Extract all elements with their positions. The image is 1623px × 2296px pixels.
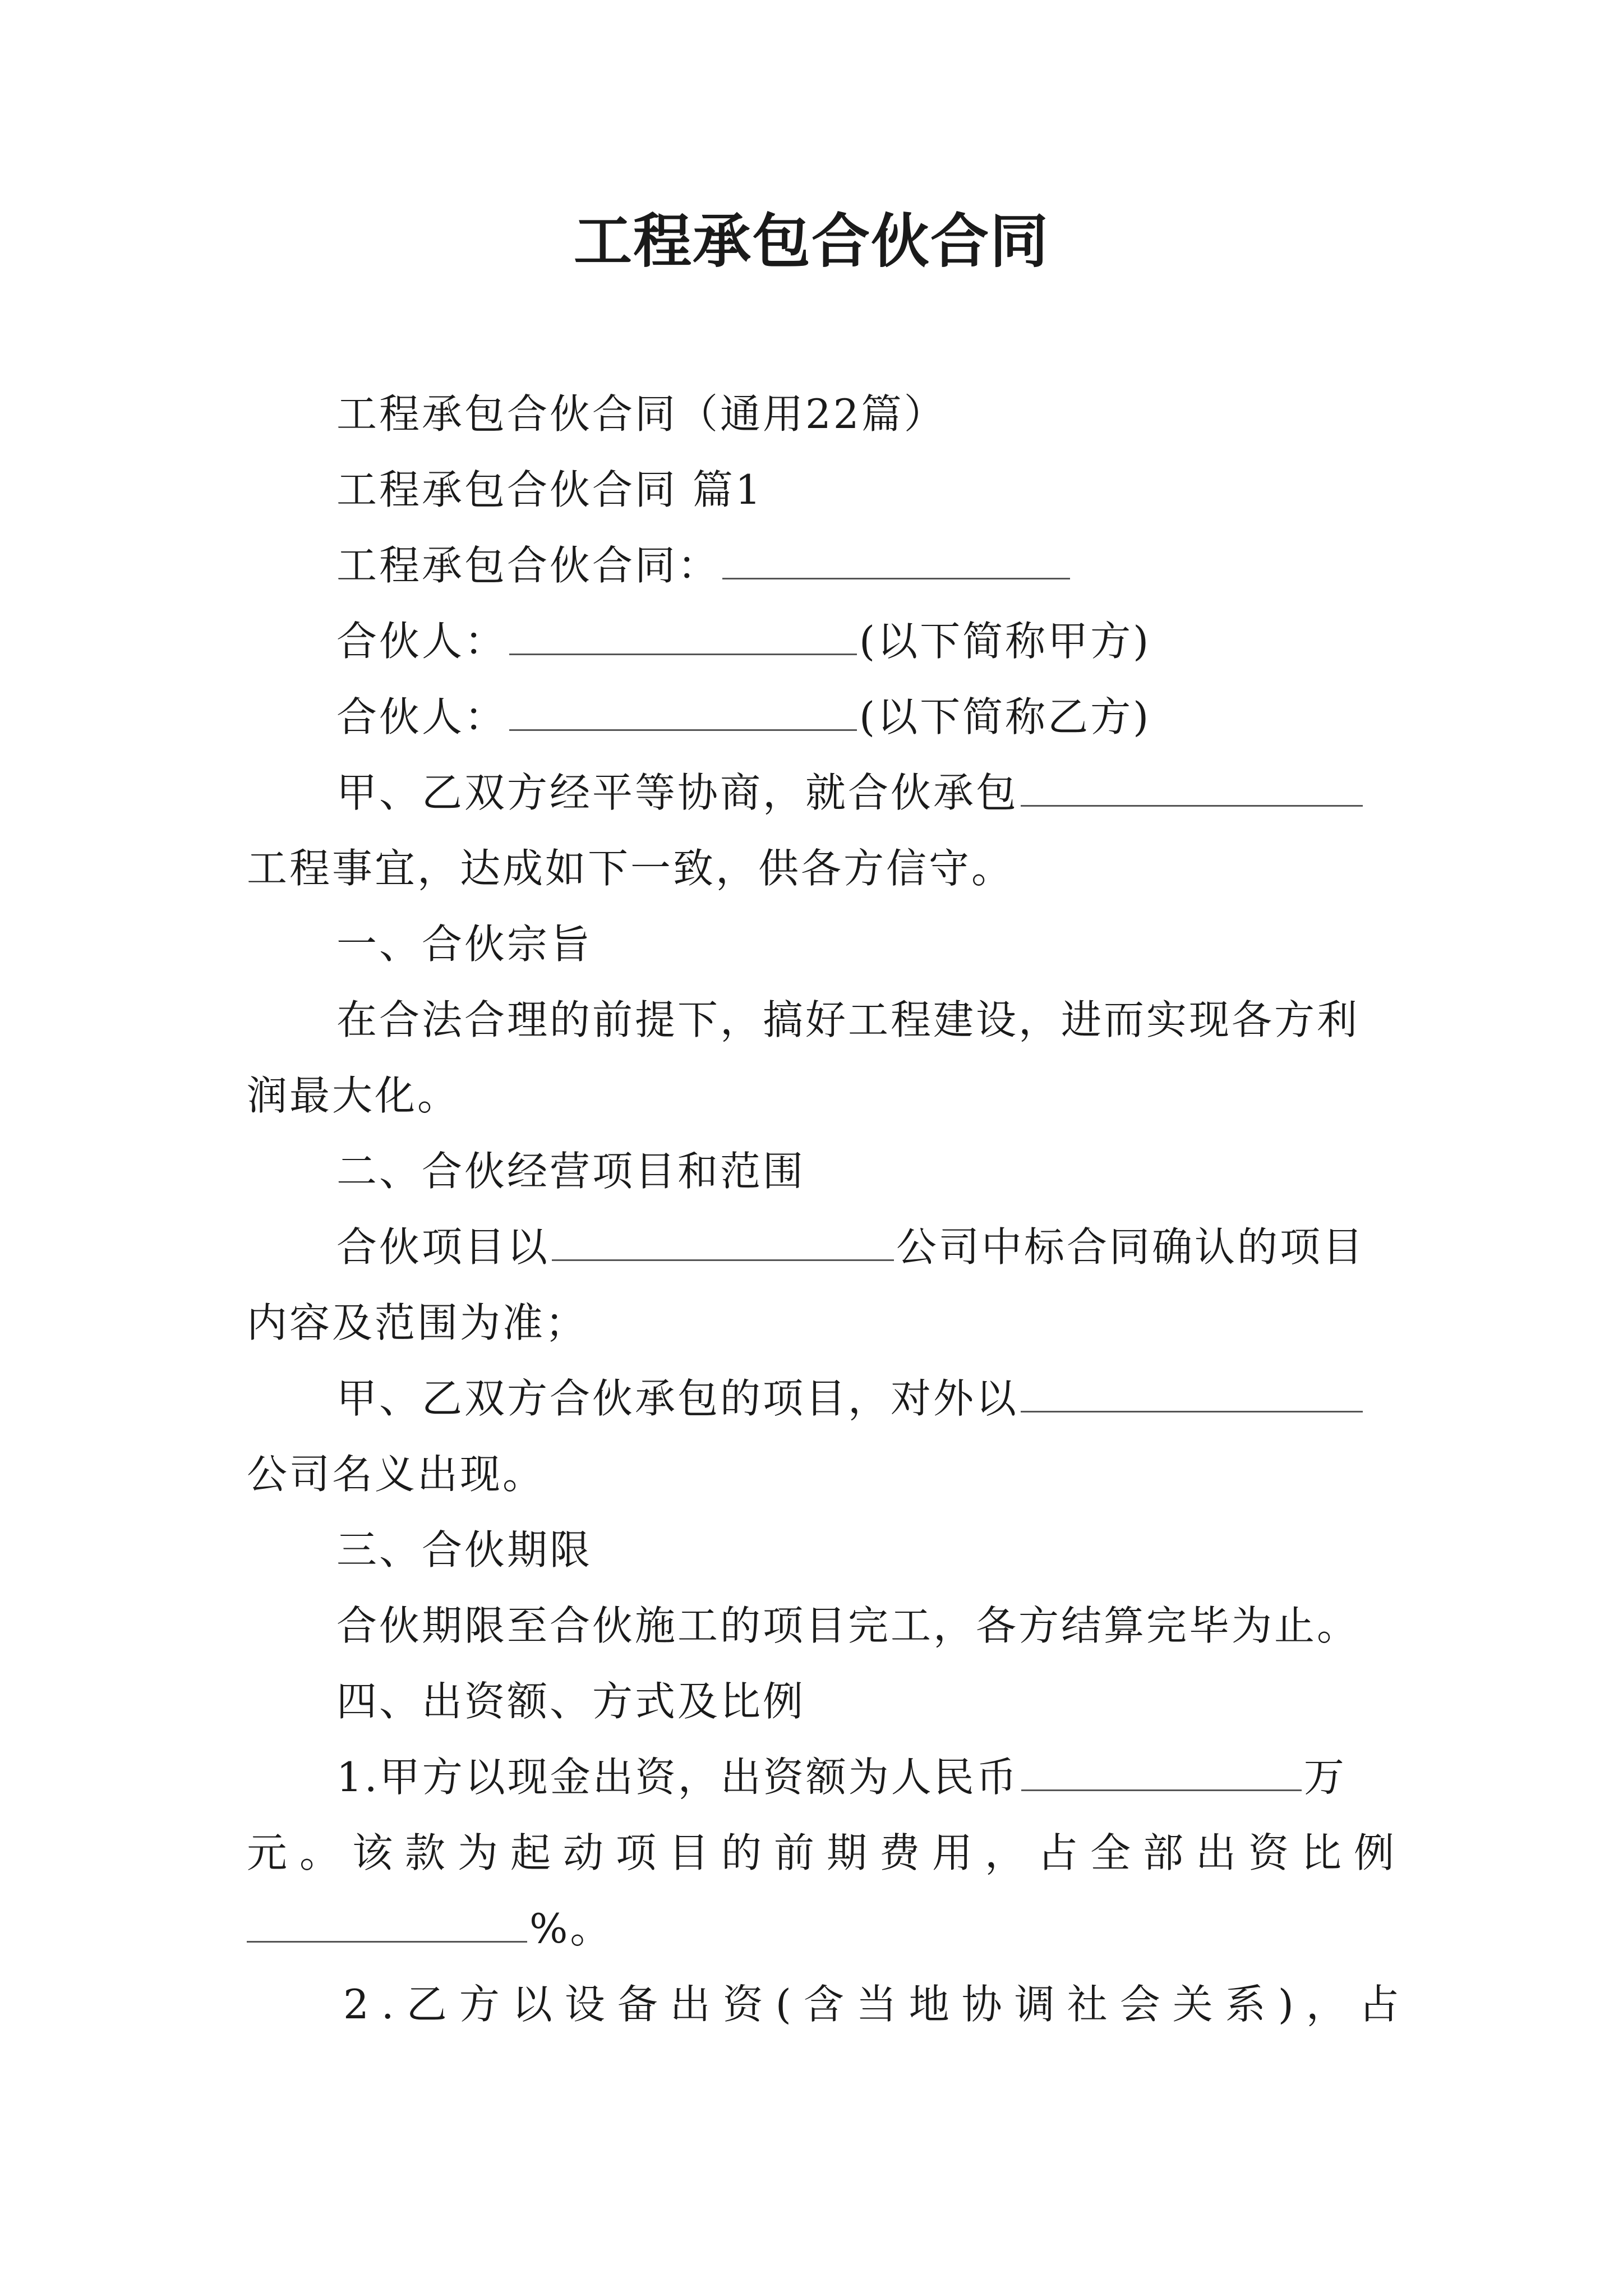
company-blank[interactable] [552, 1220, 894, 1261]
contract-name-line [336, 539, 1072, 592]
contract-name-label: 工程承包合伙合同： [336, 542, 721, 589]
paragraph-text: 合伙项目以 [336, 1223, 550, 1271]
paragraph-line: 合伙期限至合伙施工的项目完工，各方结算完毕为止。 [336, 1602, 1360, 1649]
partner-b-label: 合伙人： [336, 693, 508, 740]
partner-a-line [336, 614, 1151, 668]
partner-a-note: (以下简称甲方) [859, 618, 1151, 665]
amount-blank[interactable] [1021, 1750, 1302, 1791]
partner-a-blank[interactable] [509, 614, 857, 655]
section-heading: 三、合伙期限 [336, 1526, 593, 1573]
document-subtitle: 工程承包合伙合同（通用22篇） [336, 390, 947, 438]
partner-a-label: 合伙人： [336, 618, 508, 665]
external-company-blank[interactable] [1021, 1372, 1363, 1412]
paragraph-text: 甲、乙双方经平等协商，就合伙承包 [336, 769, 1019, 816]
paragraph-line [336, 1750, 1347, 1804]
paragraph-line [336, 1220, 1365, 1274]
paragraph-line: 内容及范围为准； [247, 1299, 588, 1346]
partner-b-blank[interactable] [509, 690, 857, 731]
partner-b-line [336, 690, 1151, 744]
paragraph-line: 工程事宜，达成如下一致，供各方信守。 [247, 845, 1015, 892]
paragraph-line [336, 766, 1365, 820]
section-heading: 一、合伙宗旨 [336, 921, 593, 968]
paragraph-line: 元。该款为起动项目的前期费用，占全部出资比例 [247, 1829, 1407, 1876]
ratio-blank[interactable] [247, 1902, 527, 1943]
section-heading: 二、合伙经营项目和范围 [336, 1148, 806, 1195]
page-title: 工程承包合伙合同 [573, 207, 1049, 275]
paragraph-line: 2.乙方以设备出资(含当地协调社会关系)，占 [343, 1981, 1412, 2028]
paragraph-line [247, 1902, 612, 1955]
project-name-blank[interactable] [1021, 766, 1363, 807]
paragraph-line: 公司名义出现。 [247, 1451, 546, 1498]
paragraph-text: 万 [1303, 1754, 1347, 1801]
section-heading: 四、出资额、方式及比例 [336, 1678, 806, 1725]
paragraph-text: 公司中标合同确认的项目 [896, 1223, 1366, 1271]
paragraph-text: 1.甲方以现金出资，出资额为人民币 [336, 1754, 1019, 1801]
partner-b-note: (以下简称乙方) [859, 693, 1151, 740]
section-heading: 工程承包合伙合同 篇1 [336, 466, 763, 513]
paragraph-line: 在合法合理的前提下，搞好工程建设，进而实现各方利 [336, 996, 1360, 1043]
paragraph-text: %。 [529, 1905, 613, 1952]
paragraph-line: 润最大化。 [247, 1072, 460, 1119]
paragraph-text: 甲、乙双方合伙承包的项目，对外以 [336, 1375, 1019, 1422]
contract-name-blank[interactable] [722, 539, 1070, 579]
paragraph-line [336, 1372, 1365, 1425]
